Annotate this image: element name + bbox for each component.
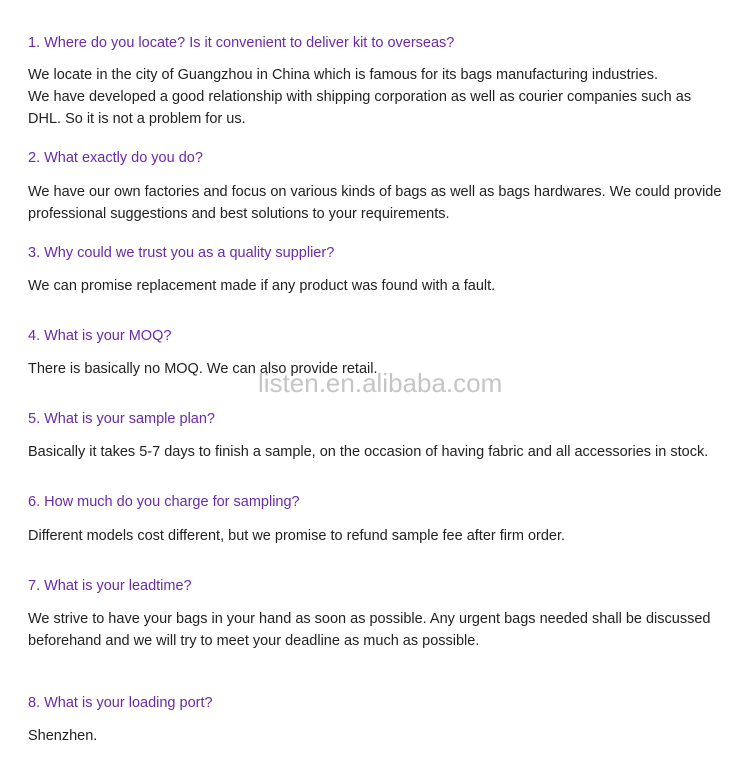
faq-question-6: 6. How much do you charge for sampling? [28,494,300,510]
watermark: listen.en.alibaba.com [258,368,503,398]
faq-answer-6 [28,525,740,547]
faq-answer-4 [28,358,740,380]
faq-answer-line: We have our own factories and focus on various kinds of bags as well as bags hardwares. We could provide [28,184,722,200]
faq-answer-line: We have developed a good relationship with shipping corporation as well as courier companies such as [28,89,692,105]
faq-answer-line: We can promise replacement made if any product was found with a fault. [28,278,496,294]
faq-answer-line: We locate in the city of Guangzhou in China which is famous for its bags manufacturing industries. [28,67,658,83]
faq-question-8: 8. What is your loading port? [28,695,213,711]
faq-answer-line: Basically it takes 5-7 days to finish a sample, on the occasion of having fabric and all accessories in stock. [28,444,709,460]
faq-answer-line: professional suggestions and best solutions to your requirements. [28,206,450,222]
faq-answer-7 [28,608,740,652]
faq-answer-line: There is basically no MOQ. We can also provide retail. [28,361,378,377]
faq-answer-8 [28,725,740,747]
faq-question-5: 5. What is your sample plan? [28,411,215,427]
faq-answer-line: Shenzhen. [28,728,98,744]
faq-answer-3 [28,275,740,297]
faq-answer-line: beforehand and we will try to meet your deadline as much as possible. [28,633,480,649]
faq-answer-2 [28,181,740,225]
faq-question-7: 7. What is your leadtime? [28,578,192,594]
faq-answer-line: DHL. So it is not a problem for us. [28,111,246,127]
faq-question-2: 2. What exactly do you do? [28,150,203,166]
faq-question-3: 3. Why could we trust you as a quality supplier? [28,245,335,261]
faq-answer-5 [28,441,740,463]
faq-answer-1 [28,64,740,130]
faq-answer-line: Different models cost different, but we promise to refund sample fee after firm order. [28,528,566,544]
faq-question-4: 4. What is your MOQ? [28,328,172,344]
faq-question-1: 1. Where do you locate? Is it convenient to deliver kit to overseas? [28,35,455,51]
faq-answer-line: We strive to have your bags in your hand as soon as possible. Any urgent bags needed shall be discussed [28,611,711,627]
